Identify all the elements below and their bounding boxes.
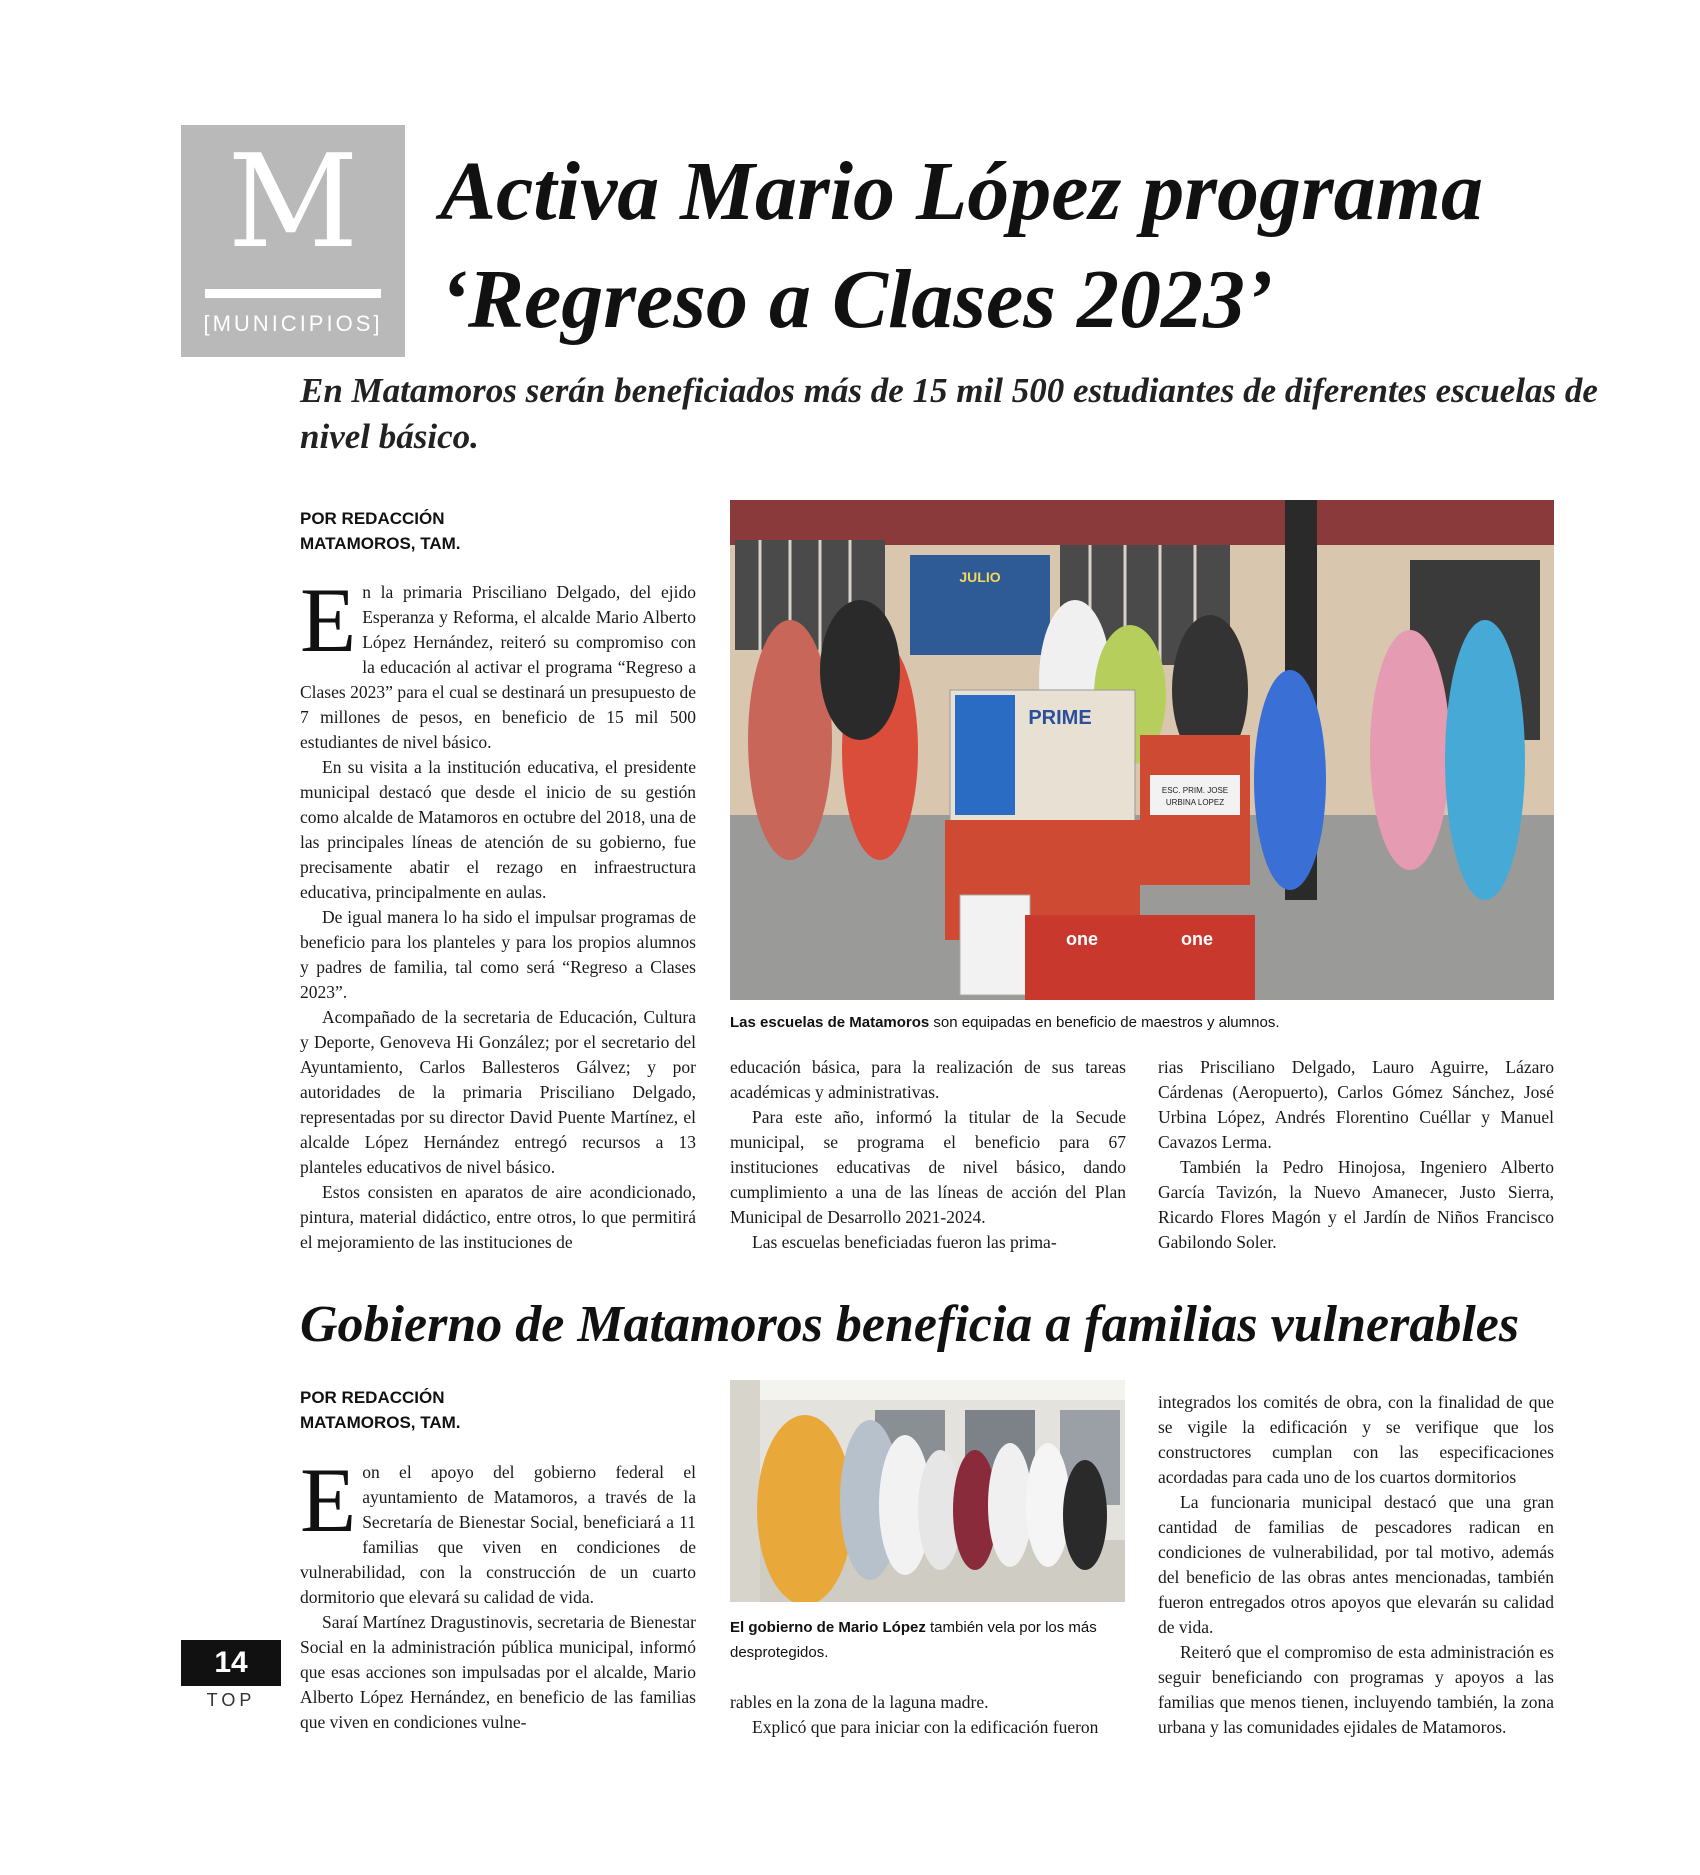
paragraph: En la primaria Prisciliano Delgado, del ejido Esperanza y Reforma, el alcalde Mario Alberto López Hernández, reiteró su compromiso con la educación al activar el programa “Regreso a Clases 2023” para el cual se destinará un presupuesto de 7 millones de pesos, en beneficio de 15 mil 500 estudiantes de nivel básico.	[300, 569, 696, 752]
paragraph: La funcionaria municipal destacó que una gran cantidad de familias de pescadores radican en condiciones de vulnerabilidad, por tal motivo, además del beneficio de las obras antes mencionadas, también fueron entregados otros apoyos que elevarán su calidad de vida.	[1158, 1492, 1554, 1637]
paragraph: Explicó que para iniciar con la edificación fueron	[752, 1717, 1099, 1737]
paragraph: Estos consisten en aparatos de aire acondicionado, pintura, material didáctico, entre otros, lo que permitirá el mejoramiento de las instituciones de	[300, 1182, 696, 1252]
paragraph: Acompañado de la secretaria de Educación, Cultura y Deporte, Genoveva Hi González; por el secretario del Ayuntamiento, Carlos Ballesteros Gálvez; y por autoridades de la primaria Prisciliano Delgado, representadas por su director David Puente Martínez, el alcalde López Hernández entregó recursos a 13 planteles educativos de nivel básico.	[300, 1007, 696, 1177]
paragraph: También la Pedro Hinojosa, Ingeniero Alberto García Tavizón, la Nuevo Amanecer, Justo Sierra, Ricardo Flores Magón y el Jardín de Niños Francisco Gabilondo Soler.	[1158, 1157, 1554, 1252]
box-label-2: one	[1180, 929, 1214, 949]
headline-line-1: Activa Mario López programa	[440, 145, 1483, 238]
byline-location: MATAMOROS, TAM.	[300, 534, 461, 553]
article2-byline	[300, 1385, 700, 1435]
byline-location: MATAMOROS, TAM.	[300, 1413, 461, 1432]
caption-text: son equipadas en beneficio de maestros y alumnos.	[929, 1014, 1280, 1031]
caption-bold: Las escuelas de Matamoros	[730, 1014, 930, 1031]
section-letter: M	[227, 128, 359, 277]
section-tag	[181, 125, 405, 357]
page-number: 14	[181, 1640, 281, 1686]
section-label: [MUNICIPIOS]	[203, 311, 383, 336]
paragraph: Saraí Martínez Dragustinovis, secretaria de Bienestar Social en la administración pública municipal, informó que esas acciones son impulsadas por el alcalde, Mario Alberto López Hernández, en beneficio de las familias que viven en condiciones vulne-	[300, 1612, 696, 1732]
drop-cap: E	[300, 1449, 357, 1551]
article2-photo-caption	[730, 1615, 1125, 1665]
publication-name: TOP	[206, 1690, 256, 1710]
article1-dek: En Matamoros serán beneficiados más de 15 mil 500 estudiantes de diferentes escuelas de nivel básico.	[300, 371, 1598, 456]
box-label: one	[1065, 929, 1099, 949]
caption-bold: El gobierno de Mario López	[730, 1619, 926, 1636]
brand-label: PRIME	[1028, 707, 1092, 729]
article2-headline: Gobierno de Matamoros beneficia a familias vulnerables	[300, 1296, 1520, 1353]
article2-photo	[730, 1380, 1125, 1602]
paragraph: rias Prisciliano Delgado, Lauro Aguirre, Lázaro Cárdenas (Aeropuerto), Carlos Gómez Sánchez, José Urbina López, Andrés Florentino Cuéllar y Manuel Cavazos Lerma.	[1158, 1057, 1554, 1152]
paragraph: Eon el apoyo del gobierno federal el ayuntamiento de Matamoros, a través de la Secretaría de Bienestar Social, beneficiará a 11 familias que viven en condiciones de vulnerabilidad, con la construcción de un cuarto dormitorio que elevará su calidad de vida.	[300, 1449, 696, 1607]
article1-byline	[300, 506, 700, 556]
article2-column-2	[730, 1690, 1126, 1740]
article1-photo	[730, 500, 1554, 1000]
article1-column-2	[730, 1055, 1126, 1255]
school-sign: ESC. PRIM. JOSE	[1161, 786, 1229, 795]
paragraph: En su visita a la institución educativa, el presidente municipal destacó que desde el inicio de su gestión como alcalde de Matamoros en octubre del 2018, una de las principales líneas de atención de su gobierno, fue precisamente abatir el rezago en infraestructura educativa, principalmente en aulas.	[300, 757, 696, 902]
headline-line-2: ‘Regreso a Clases 2023’	[440, 253, 1273, 346]
paragraph: De igual manera lo ha sido el impulsar programas de beneficio para los planteles y para los propios alumnos y padres de familia, tal como será “Regreso a Clases 2023”.	[300, 907, 696, 1002]
byline-author: POR REDACCIÓN	[300, 509, 445, 528]
section-rule	[205, 289, 381, 298]
paragraph: integrados los comités de obra, con la finalidad de que se vigile la edificación y se verifique que los constructores cumplan con las especificaciones acordadas para cada uno de los cuartos dormitorios	[1158, 1392, 1554, 1487]
article2-column-3	[1158, 1390, 1554, 1740]
caption-text: también vela por los más desprotegidos.	[730, 1619, 1097, 1661]
month-sign: JULIO	[959, 569, 1001, 585]
paragraph: Las escuelas beneficiadas fueron las prima-	[752, 1232, 1057, 1252]
article2-column-1	[300, 1449, 696, 1735]
drop-cap: E	[300, 569, 357, 671]
article1-column-3	[1158, 1055, 1554, 1255]
school-sign-2: URBINA LOPEZ	[1165, 798, 1225, 807]
paragraph: Para este año, informó la titular de la Secude municipal, se programa el beneficio para 67 instituciones educativas de nivel básico, dando cumplimiento a una de las líneas de acción del Plan Municipal de Desarrollo 2021-2024.	[730, 1107, 1126, 1227]
paragraph: Reiteró que el compromiso de esta administración es seguir beneficiando con programas y apoyos a las familias que menos tienen, incluyendo también, la zona urbana y las comunidades ejidales de Matamoros.	[1158, 1642, 1554, 1737]
byline-author: POR REDACCIÓN	[300, 1388, 445, 1407]
article1-column-1	[300, 569, 696, 1255]
article1-photo-caption	[730, 1010, 1554, 1035]
article1-headline	[440, 138, 1670, 354]
paragraph: rables en la zona de la laguna madre.	[730, 1692, 989, 1712]
paragraph: educación básica, para la realización de sus tareas académicas y administrativas.	[730, 1057, 1126, 1102]
